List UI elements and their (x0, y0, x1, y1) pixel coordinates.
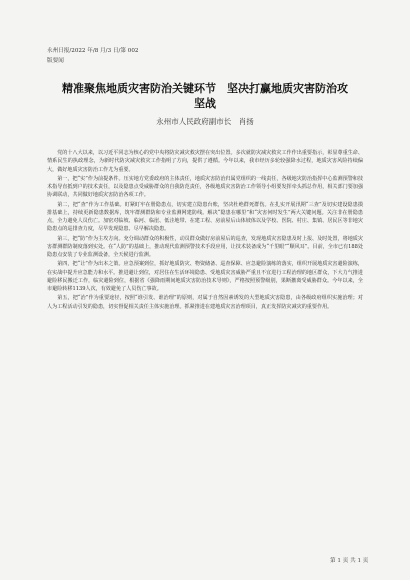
publication-line-1: 永州日报/2022 年/8 月/3 日/第 002 (47, 48, 139, 54)
publication-info (47, 46, 138, 66)
article-title-line-1: 精准聚焦地质灾害防治关键环节 坚决打赢地质灾害防治攻 (62, 82, 348, 95)
article-body (47, 149, 363, 312)
paragraph-3: 第三，把“防”作为主攻方向。充分调动群众的积极性，动员群众做好房前屋后的巡查，发现地质灾害隐患及时上报、及时处置，将地质灾害群测群防制度落到实处。在“人防”的基础上，推动现代监测预警技术手段应用，让技术装备成为“千里眼”“顺风耳”。目前，全市已有188处隐患点安装了专业监测设备，全天候进行监测。 (47, 235, 363, 258)
page-number: 第 1 页 共 1 页 (330, 558, 369, 564)
paragraph-5: 第五，把“治”作为重要途径，按照“谁引发、谁治理”的原则，对属于自然因素诱发的大型地质灾害隐患，由各级政府组织实施治理；对人为工程活动引发的隐患，切实督促相关责任主体实施治理。抓紧推进在建地质灾害治理项目，真正发挥防灾减灾的重要作用。 (47, 295, 363, 310)
paragraph-intro: 党的十八大以来，以习近平同志为核心的党中央将防灾减灾救灾摆在突出位置。多次就防灾减灾救灾工作作出重要指示，彰显尊重生命、情系民生的执政理念，为新时代防灾减灾救灾工作指明了方向，提供了遵循。今年以来，我市经历多轮较强降水过程，地质灾害风险持续偏大，做好地质灾害防治工作尤为重要。 (47, 150, 363, 173)
paragraph-1: 第一，把“实”作为前提条件。压实地方党委政府的主体责任，地质灾害防治归属党组织的一线责任，各级地灾防治指挥中心监测预警和技术指导直抵到户的技术责任，以及隐患点受威胁群众的自我防范责任，各级地质灾害防治工作领导小组要发挥牵头抓总作用，相关部门要加强协调联动，共同做好地质灾害防治各项工作。 (47, 175, 363, 199)
publication-line-2: 版要闻 (47, 58, 64, 64)
paragraph-4: 第四，把“让”作为出本之策。应急预案到位，抓好地质防灾、物资储备、巡查保障、应急避险演练的落实，组织开展地质灾害避险演练，在实战中提升应急能力和水平。推进避让到位，对居住在生活环境隐患、受地质灾害威胁严重且不宜进行工程治理的地区群众，下大力气推进避险移民搬迁工作，临灾避险到位，根据省《强降雨期间地质灾害防治技术导则》，严格按照预警级别，果断撤离受威胁群众。今年以来，全市避险转移1139人次，有效避免了人员伤亡事故。 (47, 261, 363, 292)
paragraph-2: 第二，把“查”作为工作基础。盯紧盯牢在册隐患点，切实建立隐患台账，坚决杜绝群死群伤。在扎实开展汛期“三查”及切实建设隐患摸排基础上，持续更新隐患数据库，筑牢群测群防和专业监测网建防线。解决“隐患在哪里”和“灾害何时发生”两大关键问题。关注非在册隐患点，全力避免人员伤亡。加密对临坡、临河、临崖、低洼地带、在建工程、房前屋后山体坡体以及学校、医院、村庄、集镇、居民区等非地灾隐患点的巡排查力度，尽早发现隐患、尽早解决隐患。 (47, 201, 363, 233)
article-author: 永州市人民政府副市长 肖扬 (156, 117, 254, 126)
article-title (40, 81, 370, 111)
article-title-line-2: 坚战 (194, 97, 216, 110)
